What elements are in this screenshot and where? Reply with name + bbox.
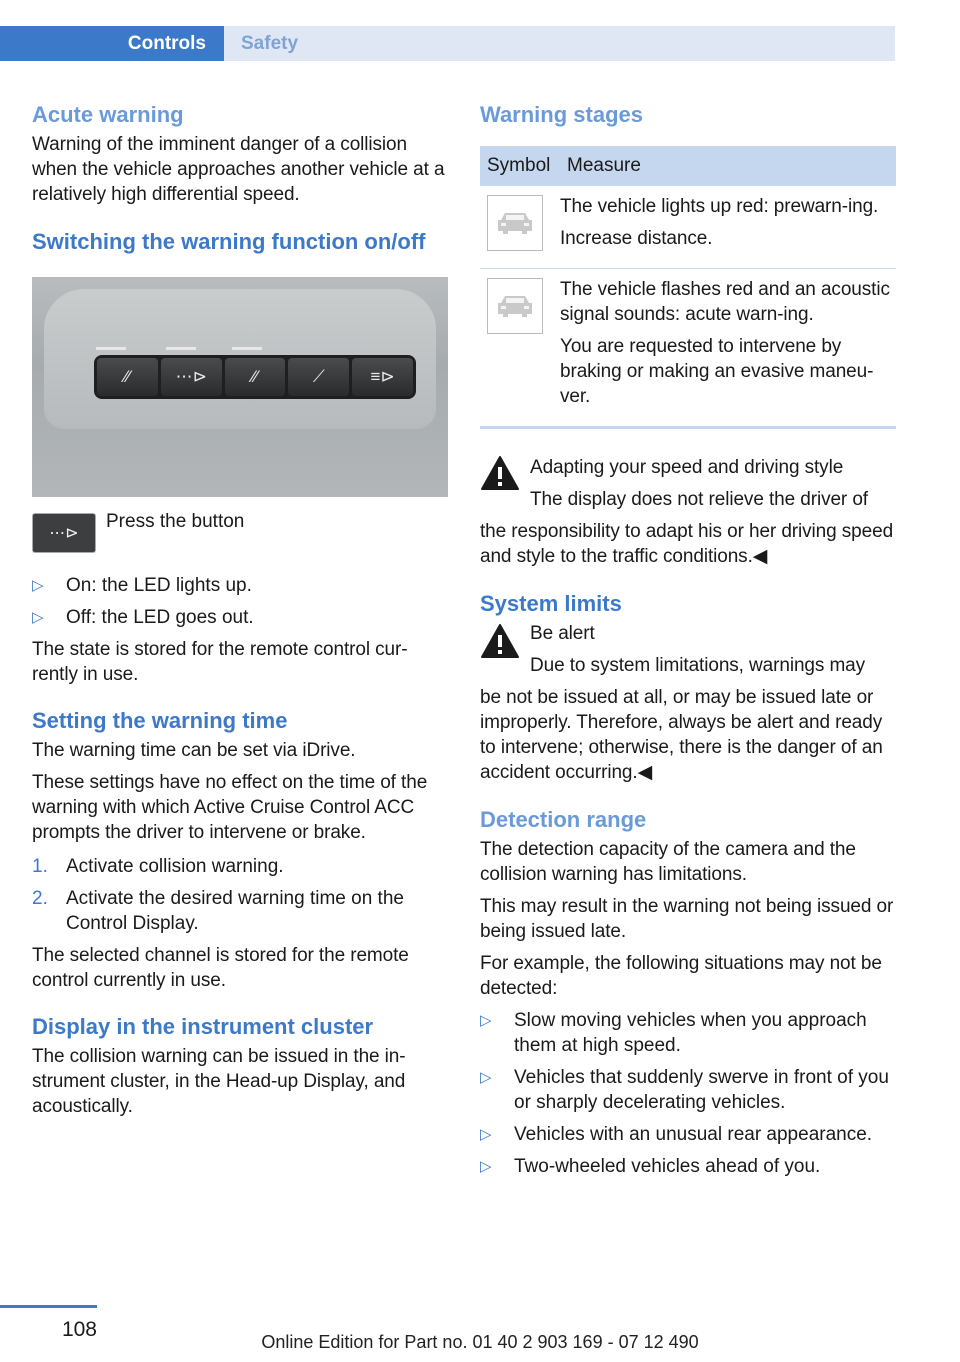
section-tabs bbox=[0, 26, 895, 61]
press-button-text: Press the button bbox=[106, 511, 245, 532]
lane-change-button-icon: ⁄⁄ bbox=[225, 358, 286, 396]
triangle-bullet-icon: ▷ bbox=[480, 1069, 492, 1086]
list-item: 2. Activate the desired warning time on the Control Display. bbox=[32, 888, 404, 934]
on-off-list bbox=[32, 573, 448, 630]
measure-column-header: Measure bbox=[560, 146, 896, 186]
table-row: The vehicle flashes red and an acoustic signal sounds: acute warn‐ing. You are requested to intervene by braking or making an evasive maneu‐ver. bbox=[480, 269, 896, 428]
table-row: The vehicle lights up red: prewarn‐ing. Increase distance. bbox=[480, 186, 896, 269]
page-number: 108 bbox=[0, 1305, 97, 1342]
side-view-button-icon: ⟋ bbox=[288, 358, 349, 396]
lane-warning-button-icon: ⁄⁄ bbox=[97, 358, 158, 396]
list-item: ▷ On: the LED lights up. bbox=[32, 575, 252, 596]
triangle-bullet-icon: ▷ bbox=[480, 1126, 492, 1143]
headlight-button-icon: ≡⊳ bbox=[352, 358, 413, 396]
triangle-bullet-icon: ▷ bbox=[32, 609, 44, 626]
detection-text-2: This may result in the warning not being issued or being issued late. bbox=[480, 896, 894, 942]
collision-warning-icon: ⋯⊳ bbox=[32, 513, 96, 553]
collision-warning-button-icon: ⋯⊳ bbox=[161, 358, 222, 396]
steps-list bbox=[32, 854, 448, 936]
warning-title: Adapting your speed and driving style bbox=[530, 457, 844, 478]
state-stored-text: The state is stored for the remote control cur‐rently in use. bbox=[32, 639, 408, 685]
acute-warning-text: Warning of the imminent danger of a collision when the vehicle approaches another vehicle at a relatively high differential speed. bbox=[32, 134, 445, 205]
list-item: ▷ Vehicles that suddenly swerve in front of you or sharply decelerating vehicles. bbox=[480, 1067, 889, 1113]
warning-triangle-icon bbox=[480, 455, 520, 491]
channel-stored-text: The selected channel is stored for the remote control currently in use. bbox=[32, 945, 409, 991]
tab-controls[interactable]: Controls bbox=[0, 26, 224, 61]
warning-triangle-icon bbox=[480, 623, 520, 659]
list-item: ▷ Slow moving vehicles when you approach them at high speed. bbox=[480, 1010, 867, 1056]
symbol-column-header: Symbol bbox=[480, 146, 560, 186]
warning-stages-table bbox=[480, 146, 896, 429]
press-button-row bbox=[32, 513, 448, 557]
warning-text-continued: be not be issued at all, or may be issued late or improperly. Therefore, always be alert and ready to intervene; otherwise, there is the danger of an accident occurring.◀ bbox=[480, 687, 883, 783]
list-item: ▷ Off: the LED goes out. bbox=[32, 607, 254, 628]
button-panel-photo bbox=[32, 277, 448, 497]
triangle-bullet-icon: ▷ bbox=[480, 1012, 492, 1029]
be-alert-warning bbox=[480, 621, 896, 785]
detection-text-3: For example, the following situations may not be detected: bbox=[480, 953, 882, 999]
speed-style-warning bbox=[480, 455, 896, 569]
warning-text: The display does not relieve the driver of bbox=[530, 489, 868, 510]
list-item: ▷ Two-wheeled vehicles ahead of you. bbox=[480, 1156, 821, 1177]
acute-warning-heading: Acute warning bbox=[32, 102, 184, 127]
setting-text-1: The warning time can be set via iDrive. bbox=[32, 740, 356, 761]
right-column bbox=[480, 100, 896, 1186]
triangle-bullet-icon: ▷ bbox=[32, 577, 44, 594]
display-text: The collision warning can be issued in the in‐strument cluster, in the Head-up Display, and acoustically. bbox=[32, 1046, 406, 1117]
triangle-bullet-icon: ▷ bbox=[480, 1158, 492, 1175]
display-heading: Display in the instrument cluster bbox=[32, 1014, 374, 1039]
left-column bbox=[32, 100, 448, 1126]
car-red-icon bbox=[487, 195, 543, 251]
switching-heading: Switching the warning function on/off bbox=[32, 229, 426, 254]
car-flashing-icon bbox=[487, 278, 543, 334]
list-item: 1. Activate collision warning. bbox=[32, 856, 284, 877]
detection-text-1: The detection capacity of the camera and the collision warning has limitations. bbox=[480, 839, 856, 885]
warning-stages-heading: Warning stages bbox=[480, 102, 643, 127]
warning-text-continued: the responsibility to adapt his or her driving speed and style to the traffic conditions.◀ bbox=[480, 521, 894, 567]
warning-text: Due to system limitations, warnings may bbox=[530, 655, 866, 676]
list-item: ▷ Vehicles with an unusual rear appearance. bbox=[480, 1124, 873, 1145]
warning-title: Be alert bbox=[530, 623, 595, 644]
setting-warning-time-heading: Setting the warning time bbox=[32, 708, 288, 733]
system-limits-heading: System limits bbox=[480, 591, 622, 616]
tab-safety[interactable]: Safety bbox=[224, 26, 895, 61]
setting-text-2: These settings have no effect on the time of the warning with which Active Cruise Control ACC prompts the driver to intervene or brake. bbox=[32, 772, 428, 843]
edition-footer: Online Edition for Part no. 01 40 2 903 169 - 07 12 490 bbox=[261, 1332, 699, 1352]
detection-range-heading: Detection range bbox=[480, 807, 647, 832]
detection-list bbox=[480, 1008, 896, 1179]
